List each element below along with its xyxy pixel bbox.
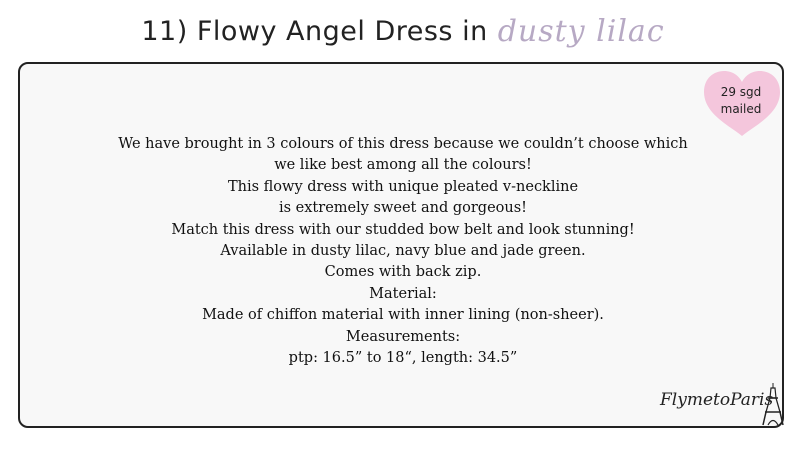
page-header (0, 14, 806, 64)
description-line: Comes with back zip. (324, 264, 482, 281)
description-line: is extremely sweet and gorgeous! (278, 200, 528, 217)
brand-logo: FlymetoParis (660, 390, 774, 410)
description-line: We have brought in 3 colours of this dress because we couldn’t choose which (118, 136, 688, 152)
price-text (702, 84, 780, 118)
title-accent: dusty lilac (497, 14, 665, 49)
product-description (40, 134, 766, 369)
page-title: 11) Flowy Angel Dress in (141, 16, 488, 47)
description-line: Material: (369, 285, 437, 302)
description-line: Made of chiffon material with inner lining (non-sheer). (202, 307, 604, 324)
price-amount: 29 sgd (720, 85, 762, 99)
product-card (18, 62, 784, 428)
description-line: Available in dusty lilac, navy blue and jade green. (220, 243, 586, 260)
description-line: This flowy dress with unique pleated v-neckline (227, 178, 579, 195)
description-line: Measurements: (345, 328, 461, 345)
description-line: we like best among all the colours! (274, 157, 532, 174)
price-shipping: mailed (720, 102, 762, 116)
description-line: ptp: 16.5” to 18“, length: 34.5” (288, 350, 518, 367)
description-line: Match this dress with our studded bow belt and look stunning! (171, 221, 635, 238)
eiffel-tower-icon (762, 382, 784, 426)
